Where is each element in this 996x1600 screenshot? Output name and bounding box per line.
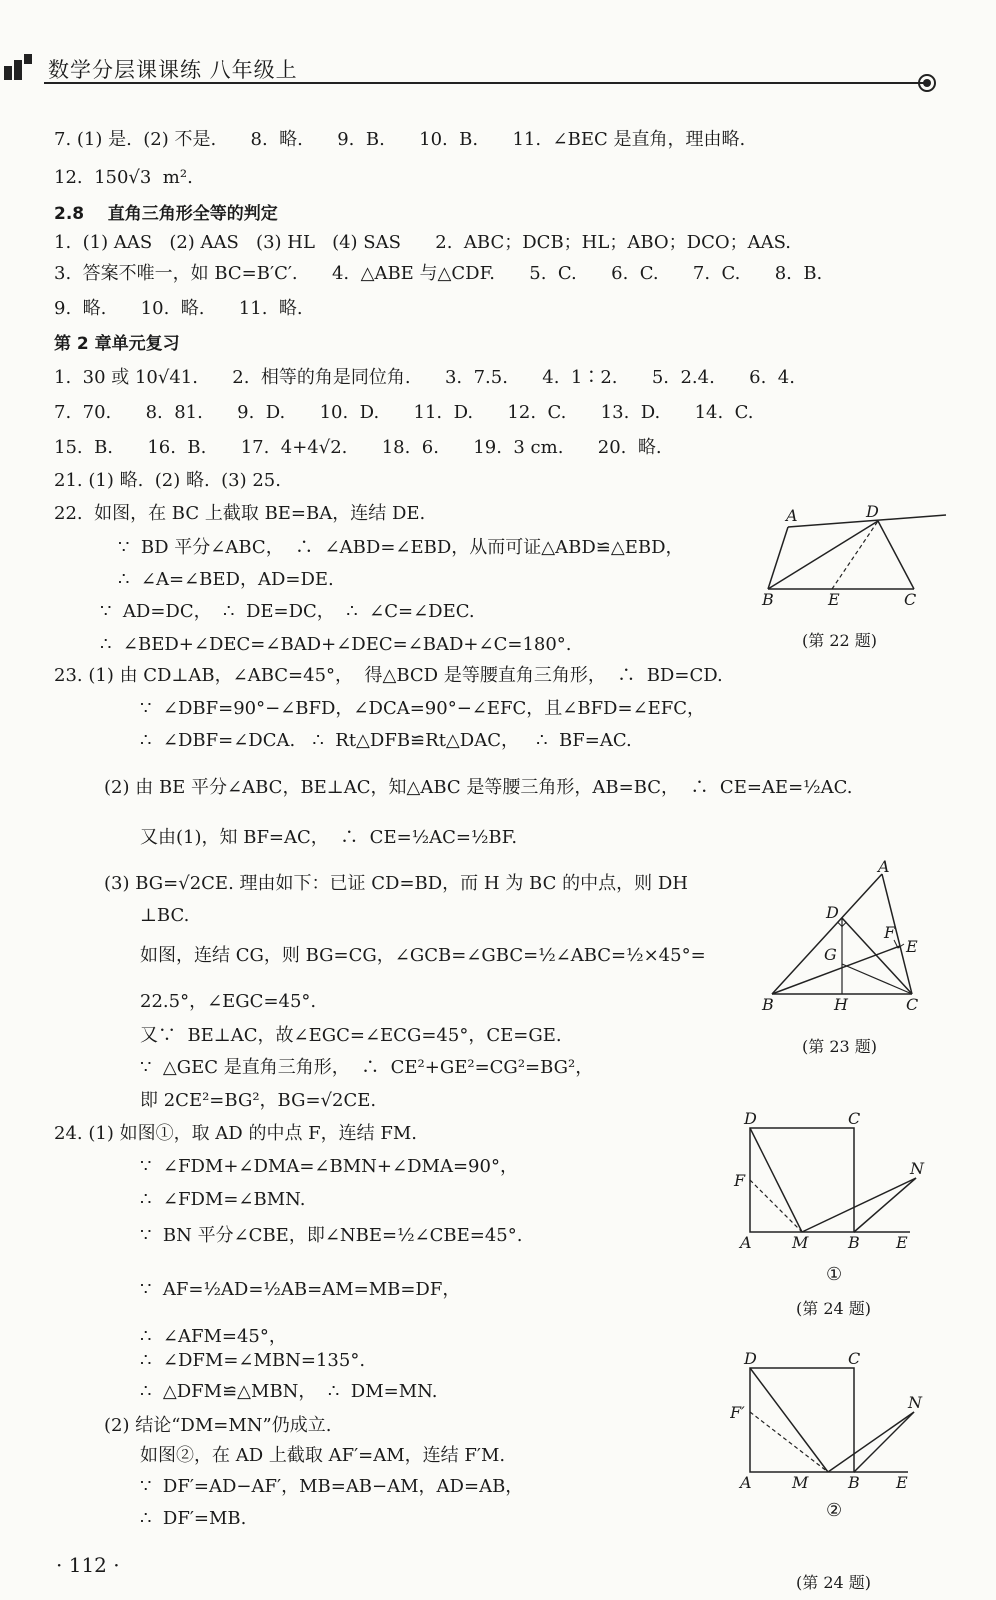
answer-line: 如图，连结 CG，则 BG=CG，∠GCB=∠GBC=½∠ABC=½×45°= (140, 945, 706, 966)
label-A: A (786, 506, 798, 525)
label-B: B (848, 1473, 860, 1492)
section-heading: 第 2 章单元复习 (54, 334, 180, 354)
figure-24-2 (730, 1350, 930, 1500)
label-F-prime: F′ (730, 1403, 745, 1422)
answer-line: ∵ △GEC 是直角三角形， ∴ CE²+GE²=CG²=BG²， (140, 1057, 594, 1078)
answer-line: ∴ △DFM≌△MBN， ∴ DM=MN. (140, 1381, 438, 1402)
figure-22 (760, 505, 950, 635)
answer-line: ∵ ∠DBF=90°−∠BFD，∠DCA=90°−∠EFC，且∠BFD=∠EFC， (140, 698, 706, 719)
answer-line: 又∵ BE⊥AC，故∠EGC=∠ECG=45°，CE=GE. (140, 1025, 562, 1046)
header-target-icon (918, 74, 936, 92)
answer-line: ∴ ∠A=∠BED，AD=DE. (118, 569, 334, 590)
answer-line: 如图②，在 AD 上截取 AF′=AM，连结 F′M. (140, 1445, 506, 1466)
answer-line: 22. 如图，在 BC 上截取 BE=BA，连结 DE. (54, 503, 426, 524)
answer-line: 1. 30 或 10√41. 2. 相等的角是同位角. 3. 7.5. 4. 1∶2. 5. 2.4. 6. 4. (54, 367, 795, 388)
figure-22-caption: (第 22 题) (802, 631, 878, 650)
answer-line: 9. 略. 10. 略. 11. 略. (54, 298, 303, 319)
answer-line: ⊥BC. (140, 905, 190, 926)
label-D: D (826, 903, 839, 922)
answer-line: (3) BG=√2CE. 理由如下：已证 CD=BD，而 H 为 BC 的中点，则 DH (104, 873, 688, 894)
answer-line: 7. 70. 8. 81. 9. D. 10. D. 11. D. 12. C. 13. D. 14. C. (54, 402, 754, 423)
label-B: B (762, 590, 774, 609)
label-E: E (896, 1473, 908, 1492)
label-N: N (910, 1159, 924, 1178)
answer-line: ∴ ∠FDM=∠BMN. (140, 1189, 306, 1210)
answer-line: 又由(1)，知 BF=AC， ∴ CE=½AC=½BF. (140, 827, 518, 848)
label-C: C (848, 1350, 861, 1368)
answer-line: (2) 结论“DM=MN”仍成立. (104, 1415, 332, 1436)
answer-line: ∴ ∠AFM=45°， (140, 1326, 287, 1347)
answer-line: 12. 150√3 m². (54, 167, 193, 188)
answer-line: ∴ ∠DFM=∠MBN=135°. (140, 1350, 366, 1371)
page-header (0, 48, 996, 88)
label-F: F (734, 1171, 746, 1190)
label-C: C (904, 590, 917, 609)
label-M: M (792, 1233, 809, 1252)
figure-24-1-caption: (第 24 题) (796, 1299, 872, 1318)
header-title: 数学分层课课练 八年级上 (48, 58, 298, 82)
label-M: M (792, 1473, 809, 1492)
label-C: C (848, 1109, 861, 1128)
page-number: · 112 · (56, 1553, 120, 1577)
answer-line: 7. (1) 是. (2) 不是. 8. 略. 9. B. 10. B. 11. ∠BEC 是直角，理由略. (54, 129, 746, 150)
label-E: E (896, 1233, 908, 1252)
label-E: E (906, 937, 918, 956)
label-A: A (740, 1473, 752, 1492)
answer-line: 21. (1) 略. (2) 略. (3) 25. (54, 470, 281, 491)
answer-line: (2) 由 BE 平分∠ABC，BE⊥AC，知△ABC 是等腰三角形，AB=BC， ∴ CE=AE=½AC. (104, 777, 853, 798)
label-H: H (834, 995, 848, 1014)
answer-line: 即 2CE²=BG²，BG=√2CE. (140, 1090, 377, 1111)
label-D: D (744, 1109, 757, 1128)
answer-line: ∵ AD=DC， ∴ DE=DC， ∴ ∠C=∠DEC. (100, 601, 475, 622)
header-rule (44, 82, 924, 84)
figure-24-1 (730, 1108, 930, 1258)
answer-line: 1. (1) AAS (2) AAS (3) HL (4) SAS 2. ABC；DCB；HL；ABO；DCO；AAS. (54, 232, 792, 253)
label-C: C (906, 995, 919, 1014)
figure-24-2-number: ② (826, 1500, 843, 1521)
figure-24-1-number: ① (826, 1264, 843, 1285)
answer-line: ∵ ∠FDM+∠DMA=∠BMN+∠DMA=90°， (140, 1156, 518, 1177)
label-B: B (762, 995, 774, 1014)
answer-line: ∴ DF′=MB. (140, 1508, 247, 1529)
answer-line: ∴ ∠BED+∠DEC=∠BAD+∠DEC=∠BAD+∠C=180°. (100, 634, 572, 655)
section-heading: 2.8 直角三角形全等的判定 (54, 204, 278, 224)
figure-24-2-caption: (第 24 题) (796, 1573, 872, 1592)
header-logo-icon (4, 52, 38, 82)
label-D: D (866, 505, 879, 521)
answer-line: ∵ BN 平分∠CBE，即∠NBE=½∠CBE=45°. (140, 1225, 523, 1246)
answer-line: 22.5°，∠EGC=45°. (140, 991, 317, 1012)
figure-23 (760, 860, 960, 1020)
label-F: F (884, 923, 896, 942)
label-N: N (908, 1393, 922, 1412)
label-D: D (744, 1350, 757, 1368)
answer-line: ∵ AF=½AD=½AB=AM=MB=DF， (140, 1279, 461, 1300)
answer-line: ∵ DF′=AD−AF′，MB=AB−AM，AD=AB， (140, 1476, 524, 1497)
label-E: E (828, 590, 840, 609)
answer-line: 15. B. 16. B. 17. 4+4√2. 18. 6. 19. 3 cm. 20. 略. (54, 437, 662, 458)
label-B: B (848, 1233, 860, 1252)
answer-line: ∴ ∠DBF=∠DCA. ∴ Rt△DFB≌Rt△DAC， ∴ BF=AC. (140, 730, 632, 751)
label-A: A (878, 860, 890, 876)
label-G: G (824, 945, 837, 964)
label-A: A (740, 1233, 752, 1252)
answer-line: 24. (1) 如图①，取 AD 的中点 F，连结 FM. (54, 1123, 418, 1144)
answer-line: 23. (1) 由 CD⊥AB，∠ABC=45°， 得△BCD 是等腰直角三角形， ∴ BD=CD. (54, 665, 723, 686)
figure-23-caption: (第 23 题) (802, 1037, 878, 1056)
answer-line: ∵ BD 平分∠ABC， ∴ ∠ABD=∠EBD，从而可证△ABD≌△EBD， (118, 537, 684, 558)
answer-line: 3. 答案不唯一，如 BC=B′C′. 4. △ABE 与△CDF. 5. C. 6. C. 7. C. 8. B. (54, 263, 823, 284)
